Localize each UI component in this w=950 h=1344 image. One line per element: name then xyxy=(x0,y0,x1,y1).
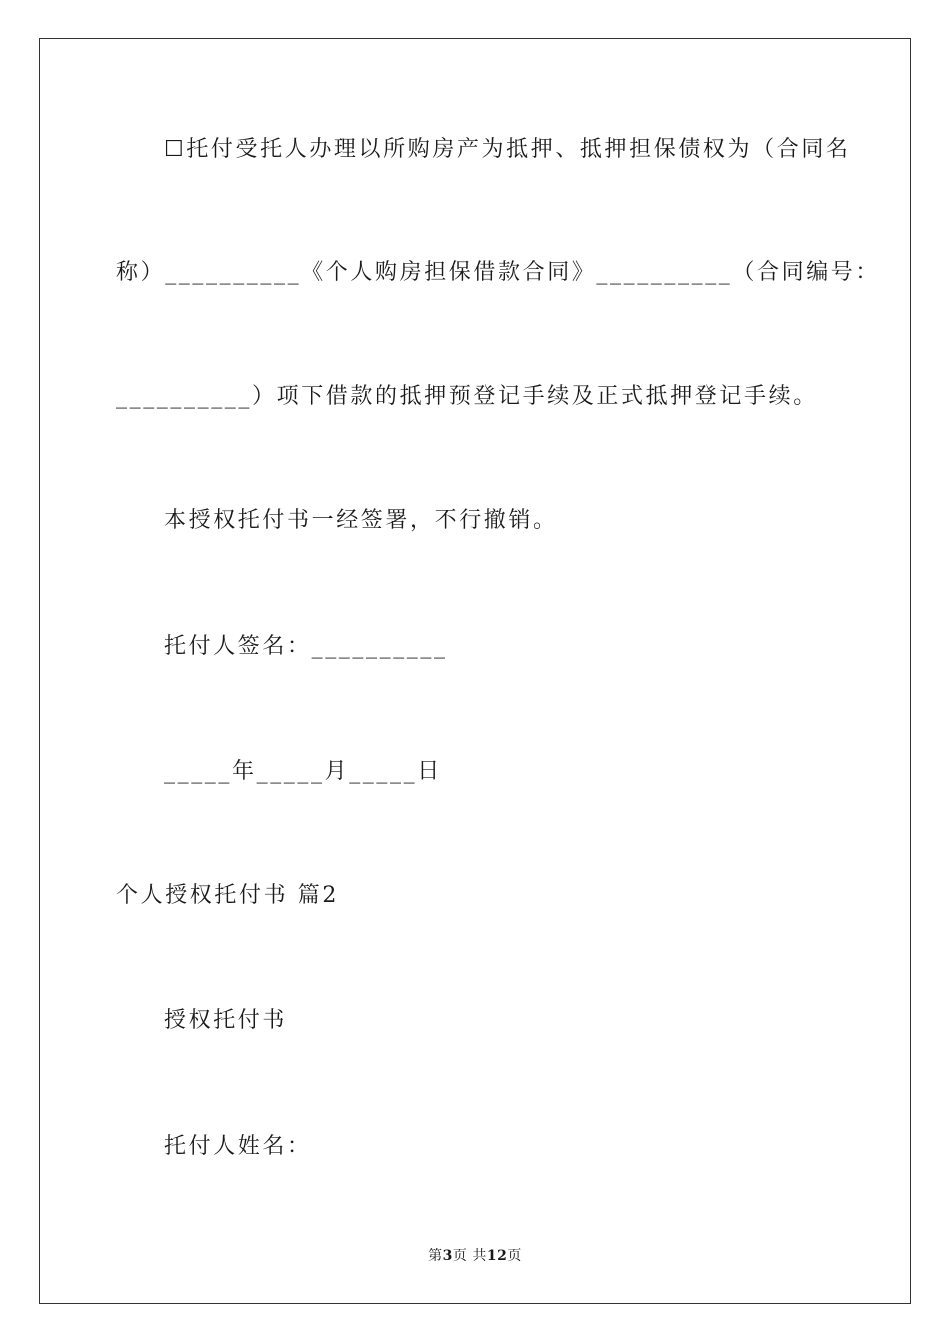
paragraph-line-3: __________）项下借款的抵押预登记手续及正式抵押登记手续。 xyxy=(116,384,818,409)
paragraph-irrevocable: 本授权托付书一经签署，不行撤销。 xyxy=(164,508,558,533)
signature-line: 托付人签名：__________ xyxy=(164,634,448,659)
principal-name-field: 托付人姓名： xyxy=(164,1134,312,1159)
paragraph-line-2: 称）__________《个人购房担保借款合同》__________（合同编号： xyxy=(116,260,881,285)
page-footer xyxy=(0,1245,950,1265)
footer-current-page: 3 xyxy=(442,1248,453,1264)
document-title: 授权托付书 xyxy=(164,1008,288,1033)
date-line: _____年_____月_____日 xyxy=(164,759,442,784)
footer-total-pages: 12 xyxy=(486,1248,508,1264)
footer-prefix: 第 xyxy=(428,1248,443,1264)
page-frame xyxy=(39,38,911,1304)
paragraph-line-1: ☐托付受托人办理以所购房产为抵押、抵押担保债权为（合同名 xyxy=(164,137,851,162)
footer-suffix: 页 xyxy=(507,1248,522,1264)
footer-middle: 页 共 xyxy=(452,1248,487,1264)
section-heading: 个人授权托付书 篇2 xyxy=(116,883,339,908)
